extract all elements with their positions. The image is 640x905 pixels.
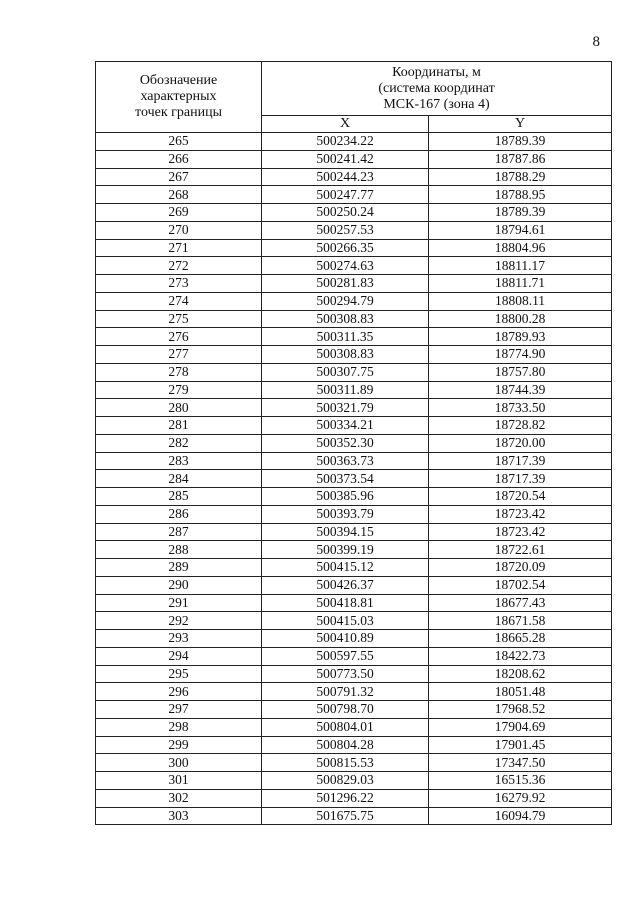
x-coordinate-cell: 500311.89 <box>262 381 429 399</box>
x-coordinate-cell: 501296.22 <box>262 789 429 807</box>
table-row <box>96 718 612 736</box>
y-coordinate-cell: 18774.90 <box>429 346 612 364</box>
y-coordinate-cell: 17904.69 <box>429 718 612 736</box>
table-row <box>96 665 612 683</box>
x-coordinate-cell: 500393.79 <box>262 505 429 523</box>
table-row <box>96 150 612 168</box>
point-number-cell: 286 <box>96 505 262 523</box>
x-coordinate-cell: 500829.03 <box>262 772 429 790</box>
point-number-cell: 293 <box>96 630 262 648</box>
point-number-cell: 297 <box>96 701 262 719</box>
point-number-cell: 298 <box>96 718 262 736</box>
y-coordinate-cell: 18788.95 <box>429 186 612 204</box>
y-coordinate-cell: 18811.71 <box>429 275 612 293</box>
table-row <box>96 630 612 648</box>
point-number-cell: 271 <box>96 239 262 257</box>
table-row <box>96 239 612 257</box>
header-row <box>96 62 612 116</box>
x-coordinate-cell: 500334.21 <box>262 417 429 435</box>
y-coordinate-cell: 18722.61 <box>429 541 612 559</box>
table-row <box>96 399 612 417</box>
x-coordinate-cell: 500791.32 <box>262 683 429 701</box>
x-coordinate-cell: 500308.83 <box>262 346 429 364</box>
point-number-cell: 301 <box>96 772 262 790</box>
header-point-line: характерных <box>140 89 217 104</box>
x-coordinate-cell: 500266.35 <box>262 239 429 257</box>
table-row <box>96 470 612 488</box>
x-coordinate-cell: 500352.30 <box>262 434 429 452</box>
coordinates-table <box>95 61 612 825</box>
x-coordinate-cell: 500815.53 <box>262 754 429 772</box>
table-row <box>96 647 612 665</box>
x-coordinate-cell: 500415.12 <box>262 559 429 577</box>
point-number-cell: 275 <box>96 310 262 328</box>
x-coordinate-cell: 500773.50 <box>262 665 429 683</box>
header-coordinates <box>262 62 612 116</box>
y-coordinate-cell: 18717.39 <box>429 470 612 488</box>
header-point-line: Обозначение <box>139 73 218 88</box>
table-row <box>96 523 612 541</box>
header-coords-line: МСК-167 (зона 4) <box>383 96 490 112</box>
header-coords-line: Координаты, м <box>392 64 481 80</box>
point-number-cell: 272 <box>96 257 262 275</box>
point-number-cell: 300 <box>96 754 262 772</box>
point-number-cell: 303 <box>96 807 262 825</box>
y-coordinate-cell: 18208.62 <box>429 665 612 683</box>
x-coordinate-cell: 500394.15 <box>262 523 429 541</box>
table-row <box>96 505 612 523</box>
y-coordinate-cell: 18800.28 <box>429 310 612 328</box>
table-row <box>96 807 612 825</box>
y-coordinate-cell: 18671.58 <box>429 612 612 630</box>
y-coordinate-cell: 18808.11 <box>429 292 612 310</box>
x-coordinate-cell: 500294.79 <box>262 292 429 310</box>
x-coordinate-cell: 500399.19 <box>262 541 429 559</box>
header-point-line: точек границы <box>135 105 222 120</box>
x-coordinate-cell: 500307.75 <box>262 363 429 381</box>
table-body <box>96 133 612 825</box>
point-number-cell: 282 <box>96 434 262 452</box>
y-coordinate-cell: 16515.36 <box>429 772 612 790</box>
x-coordinate-cell: 500410.89 <box>262 630 429 648</box>
point-number-cell: 291 <box>96 594 262 612</box>
point-number-cell: 277 <box>96 346 262 364</box>
x-coordinate-cell: 500244.23 <box>262 168 429 186</box>
y-coordinate-cell: 18422.73 <box>429 647 612 665</box>
y-coordinate-cell: 18811.17 <box>429 257 612 275</box>
point-number-cell: 267 <box>96 168 262 186</box>
x-coordinate-cell: 500426.37 <box>262 576 429 594</box>
table-row <box>96 452 612 470</box>
x-coordinate-cell: 500597.55 <box>262 647 429 665</box>
point-number-cell: 294 <box>96 647 262 665</box>
table-row <box>96 275 612 293</box>
x-coordinate-cell: 500321.79 <box>262 399 429 417</box>
x-coordinate-cell: 500363.73 <box>262 452 429 470</box>
point-number-cell: 296 <box>96 683 262 701</box>
y-coordinate-cell: 18677.43 <box>429 594 612 612</box>
y-coordinate-cell: 18757.80 <box>429 363 612 381</box>
point-number-cell: 270 <box>96 221 262 239</box>
table-row <box>96 381 612 399</box>
x-coordinate-cell: 500373.54 <box>262 470 429 488</box>
table-row <box>96 576 612 594</box>
y-coordinate-cell: 18720.54 <box>429 488 612 506</box>
point-number-cell: 278 <box>96 363 262 381</box>
y-coordinate-cell: 18804.96 <box>429 239 612 257</box>
y-coordinate-cell: 18787.86 <box>429 150 612 168</box>
point-number-cell: 281 <box>96 417 262 435</box>
y-coordinate-cell: 18702.54 <box>429 576 612 594</box>
y-coordinate-cell: 18728.82 <box>429 417 612 435</box>
point-number-cell: 284 <box>96 470 262 488</box>
x-coordinate-cell: 500250.24 <box>262 204 429 222</box>
x-coordinate-cell: 500415.03 <box>262 612 429 630</box>
table-row <box>96 133 612 151</box>
point-number-cell: 279 <box>96 381 262 399</box>
point-number-cell: 265 <box>96 133 262 151</box>
y-coordinate-cell: 18794.61 <box>429 221 612 239</box>
header-x: X <box>262 116 429 133</box>
point-number-cell: 295 <box>96 665 262 683</box>
y-coordinate-cell: 18733.50 <box>429 399 612 417</box>
y-coordinate-cell: 18051.48 <box>429 683 612 701</box>
table-row <box>96 346 612 364</box>
point-number-cell: 276 <box>96 328 262 346</box>
y-coordinate-cell: 18789.39 <box>429 133 612 151</box>
y-coordinate-cell: 17968.52 <box>429 701 612 719</box>
y-coordinate-cell: 18720.00 <box>429 434 612 452</box>
x-coordinate-cell: 500241.42 <box>262 150 429 168</box>
table-header <box>96 62 612 133</box>
table-row <box>96 328 612 346</box>
x-coordinate-cell: 501675.75 <box>262 807 429 825</box>
table-row <box>96 772 612 790</box>
point-number-cell: 290 <box>96 576 262 594</box>
y-coordinate-cell: 16094.79 <box>429 807 612 825</box>
y-coordinate-cell: 18789.39 <box>429 204 612 222</box>
y-coordinate-cell: 18788.29 <box>429 168 612 186</box>
y-coordinate-cell: 16279.92 <box>429 789 612 807</box>
point-number-cell: 269 <box>96 204 262 222</box>
point-number-cell: 299 <box>96 736 262 754</box>
point-number-cell: 288 <box>96 541 262 559</box>
header-y: Y <box>429 116 612 133</box>
table-row <box>96 488 612 506</box>
x-coordinate-cell: 500247.77 <box>262 186 429 204</box>
page-number: 8 <box>592 34 600 50</box>
header-coords-line: (система координат <box>378 80 495 96</box>
table-row <box>96 736 612 754</box>
table-row <box>96 612 612 630</box>
point-number-cell: 274 <box>96 292 262 310</box>
table-row <box>96 257 612 275</box>
x-coordinate-cell: 500798.70 <box>262 701 429 719</box>
y-coordinate-cell: 18723.42 <box>429 523 612 541</box>
table-row <box>96 310 612 328</box>
y-coordinate-cell: 18744.39 <box>429 381 612 399</box>
point-number-cell: 285 <box>96 488 262 506</box>
table-row <box>96 434 612 452</box>
table-row <box>96 683 612 701</box>
x-coordinate-cell: 500311.35 <box>262 328 429 346</box>
y-coordinate-cell: 17347.50 <box>429 754 612 772</box>
y-coordinate-cell: 18720.09 <box>429 559 612 577</box>
table-row <box>96 292 612 310</box>
x-coordinate-cell: 500234.22 <box>262 133 429 151</box>
point-number-cell: 302 <box>96 789 262 807</box>
y-coordinate-cell: 18665.28 <box>429 630 612 648</box>
x-coordinate-cell: 500281.83 <box>262 275 429 293</box>
x-coordinate-cell: 500385.96 <box>262 488 429 506</box>
table-row <box>96 417 612 435</box>
point-number-cell: 268 <box>96 186 262 204</box>
y-coordinate-cell: 17901.45 <box>429 736 612 754</box>
x-coordinate-cell: 500257.53 <box>262 221 429 239</box>
point-number-cell: 266 <box>96 150 262 168</box>
x-coordinate-cell: 500804.01 <box>262 718 429 736</box>
header-point-designation <box>96 62 262 133</box>
y-coordinate-cell: 18789.93 <box>429 328 612 346</box>
table-row <box>96 221 612 239</box>
table-row <box>96 186 612 204</box>
y-coordinate-cell: 18723.42 <box>429 505 612 523</box>
table-row <box>96 594 612 612</box>
table-row <box>96 168 612 186</box>
y-coordinate-cell: 18717.39 <box>429 452 612 470</box>
point-number-cell: 289 <box>96 559 262 577</box>
point-number-cell: 273 <box>96 275 262 293</box>
x-coordinate-cell: 500308.83 <box>262 310 429 328</box>
table-row <box>96 789 612 807</box>
table-row <box>96 204 612 222</box>
point-number-cell: 283 <box>96 452 262 470</box>
table-row <box>96 559 612 577</box>
x-coordinate-cell: 500274.63 <box>262 257 429 275</box>
table-row <box>96 701 612 719</box>
point-number-cell: 292 <box>96 612 262 630</box>
table-row <box>96 754 612 772</box>
x-coordinate-cell: 500804.28 <box>262 736 429 754</box>
table-row <box>96 363 612 381</box>
x-coordinate-cell: 500418.81 <box>262 594 429 612</box>
point-number-cell: 287 <box>96 523 262 541</box>
table-row <box>96 541 612 559</box>
point-number-cell: 280 <box>96 399 262 417</box>
